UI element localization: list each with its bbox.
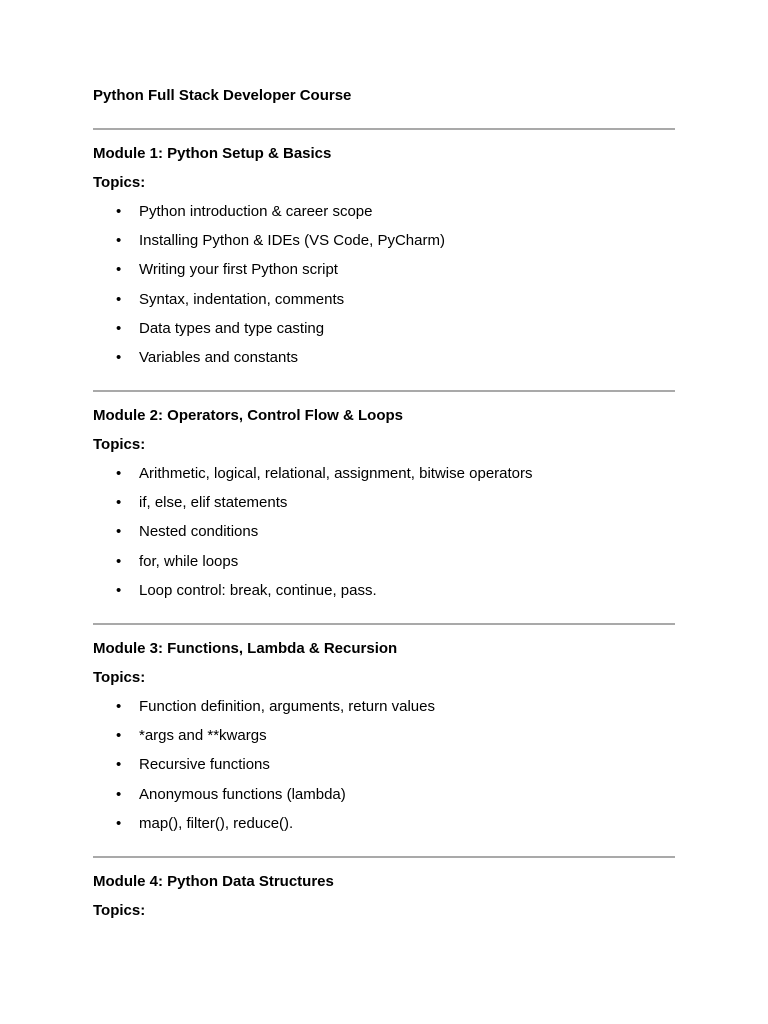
topic-text: map(), filter(), reduce().	[139, 814, 294, 832]
horizontal-divider	[93, 623, 675, 625]
bullet-icon: •	[116, 465, 122, 482]
topics-label: Topics:	[93, 669, 146, 686]
module-section	[93, 390, 675, 611]
topic-text: Installing Python & IDEs (VS Code, PyCharm)	[139, 232, 445, 250]
module-section	[93, 128, 675, 378]
topic-text: Syntax, indentation, comments	[139, 290, 345, 308]
bullet-icon: •	[116, 814, 122, 832]
list-item	[93, 786, 675, 804]
topic-text: *args and **kwargs	[139, 727, 267, 745]
topics-label: Topics:	[93, 174, 146, 191]
bullet-icon: •	[116, 581, 122, 599]
list-item	[93, 582, 675, 600]
bullet-icon: •	[116, 552, 122, 570]
bullet-icon: •	[116, 494, 122, 512]
list-item	[93, 349, 675, 367]
list-item	[93, 232, 675, 250]
topic-text: Variables and constants	[139, 348, 298, 366]
horizontal-divider	[93, 128, 675, 130]
list-item	[93, 523, 675, 541]
document-title: Python Full Stack Developer Course	[93, 87, 352, 104]
bullet-icon: •	[116, 785, 122, 803]
list-item	[93, 756, 675, 774]
topic-text: Arithmetic, logical, relational, assignment, bitwise operators	[139, 465, 533, 482]
list-item	[93, 553, 675, 571]
topic-text: Anonymous functions (lambda)	[139, 785, 346, 803]
list-item	[93, 815, 675, 833]
topic-list	[93, 203, 675, 367]
topic-text: if, else, elif statements	[139, 494, 288, 512]
list-item	[93, 320, 675, 338]
bullet-icon: •	[116, 232, 122, 250]
topics-label: Topics:	[93, 902, 146, 919]
topic-text: Loop control: break, continue, pass.	[139, 581, 377, 599]
module-heading: Module 4: Python Data Structures	[93, 873, 334, 890]
topic-text: Python introduction & career scope	[139, 203, 373, 220]
list-item	[93, 698, 675, 716]
bullet-icon: •	[116, 203, 122, 220]
list-item	[93, 494, 675, 512]
bullet-icon: •	[116, 523, 122, 541]
list-item	[93, 203, 675, 221]
bullet-icon: •	[116, 756, 122, 774]
bullet-icon: •	[116, 698, 122, 715]
topic-list	[93, 698, 675, 833]
bullet-icon: •	[116, 319, 122, 337]
topics-label: Topics:	[93, 436, 146, 453]
topic-text: Nested conditions	[139, 523, 259, 541]
horizontal-divider	[93, 390, 675, 392]
list-item	[93, 291, 675, 309]
module-section	[93, 856, 675, 920]
list-item	[93, 465, 675, 483]
module-heading: Module 3: Functions, Lambda & Recursion	[93, 640, 398, 657]
list-item	[93, 727, 675, 745]
module-heading: Module 1: Python Setup & Basics	[93, 145, 332, 162]
list-item	[93, 261, 675, 279]
bullet-icon: •	[116, 261, 122, 279]
topic-text: Function definition, arguments, return values	[139, 698, 435, 715]
horizontal-divider	[93, 856, 675, 858]
module-section	[93, 623, 675, 844]
topic-list	[93, 465, 675, 600]
bullet-icon: •	[116, 348, 122, 366]
topic-text: Writing your first Python script	[139, 261, 338, 279]
topic-text: Data types and type casting	[139, 319, 325, 337]
bullet-icon: •	[116, 290, 122, 308]
topic-text: for, while loops	[139, 552, 239, 570]
topic-text: Recursive functions	[139, 756, 270, 774]
module-heading: Module 2: Operators, Control Flow & Loops	[93, 407, 403, 424]
bullet-icon: •	[116, 727, 122, 745]
